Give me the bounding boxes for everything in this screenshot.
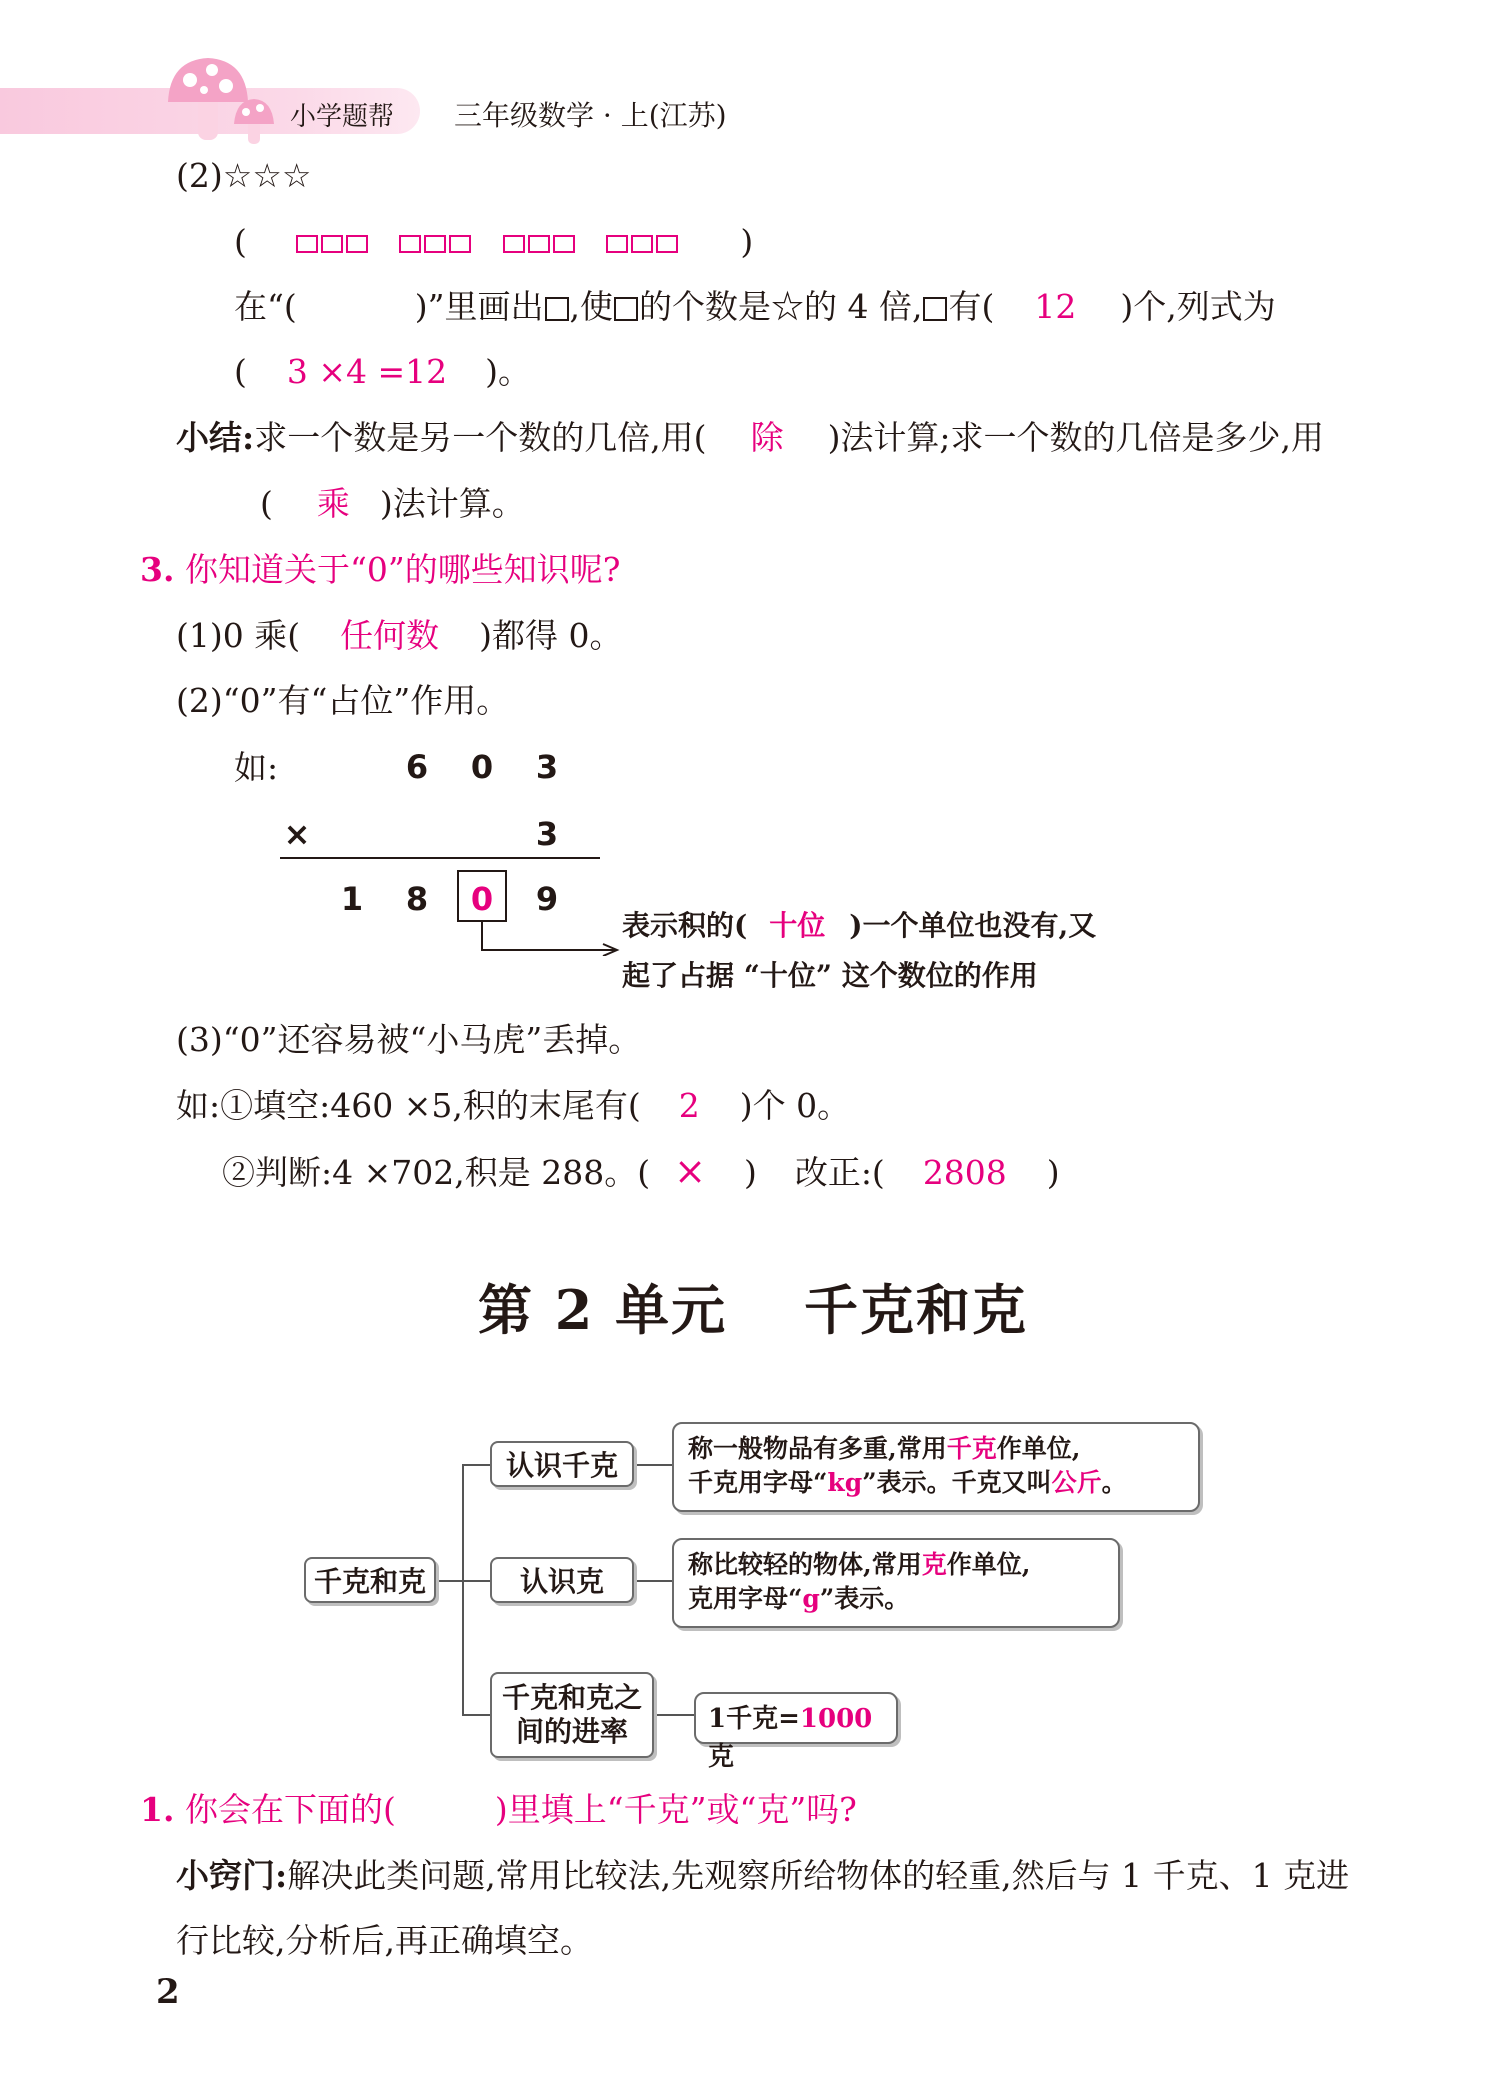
note-answer: 十位	[769, 909, 826, 942]
formula-answer: 3 ×4 =12	[286, 352, 448, 391]
mindmap-branch-rate: 千克和克之 间的进率	[490, 1672, 654, 1758]
product-digit: 1	[340, 880, 364, 918]
square-group-icon	[606, 222, 681, 262]
ex1-answer: 2	[678, 1086, 700, 1125]
square-drawing-row: ( )	[234, 222, 754, 261]
connector	[462, 1714, 490, 1716]
item2-label: (2)☆☆☆	[176, 156, 312, 195]
tip-line1: 小窍门:解决此类问题,常用比较法,先观察所给物体的轻重,然后与 1 千克、1 克进	[176, 1856, 1350, 1895]
multiplicand-digit: 3	[535, 748, 559, 786]
summary-line-2: ( 乘 )法计算。	[260, 484, 525, 523]
summary-line: 小结:求一个数是另一个数的几倍,用( 除 )法计算;求一个数的几倍是多少,用	[176, 418, 1325, 457]
mushroom-logo-icon	[160, 52, 290, 147]
product-digit: 8	[405, 880, 429, 918]
ex2-correct-answer: 2808	[922, 1153, 1007, 1192]
item1-answer: 任何数	[340, 616, 440, 655]
product-digit-highlight: 0	[470, 880, 494, 918]
multiplicand-digit: 6	[405, 748, 429, 786]
answer-divide: 除	[750, 418, 784, 457]
connector	[462, 1580, 490, 1582]
example-label: 如:	[234, 748, 279, 787]
square-group-icon	[399, 222, 474, 262]
multiplicand-digit: 0	[470, 748, 494, 786]
answer-count: 12	[1034, 287, 1077, 326]
mindmap-branch-gram: 认识克	[490, 1557, 634, 1603]
q3-item2: (2)“0”有“占位”作用。	[176, 681, 510, 720]
result-line	[280, 857, 600, 859]
desc-kilogram: 称一般物品有多重,常用千克作单位, 千克用字母“kg”表示。千克又叫公斤。	[672, 1422, 1200, 1512]
page-number: 2	[156, 1972, 180, 2012]
unit-title: 第 2 单元 千克和克	[478, 1278, 1028, 1342]
square-icon	[614, 297, 638, 321]
times-sign: ×	[283, 815, 311, 853]
answer-multiply: 乘	[316, 484, 350, 523]
arrow-icon	[475, 920, 625, 956]
formula-line: ( 3 ×4 =12 )。	[234, 352, 532, 391]
square-group-icon	[296, 222, 371, 262]
instruction-line: 在“( )”里画出 ,使 的个数是☆的 4 倍, 有( 12 )个,列式为	[234, 287, 1276, 326]
connector	[634, 1580, 672, 1582]
q3-item3: (3)“0”还容易被“小马虎”丢掉。	[176, 1020, 642, 1059]
tip-line2: 行比较,分析后,再正确填空。	[176, 1921, 593, 1960]
square-group-icon	[503, 222, 578, 262]
product-digit: 9	[535, 880, 559, 918]
connector	[634, 1464, 672, 1466]
ex2-answer: ×	[674, 1149, 706, 1193]
connector	[462, 1464, 464, 1714]
q3-example2: ②判断:4 ×702,积是 288。( × ) 改正:( 2808 )	[222, 1149, 1060, 1193]
connector	[436, 1580, 462, 1582]
question3-heading: 3. 你知道关于“0”的哪些知识呢?	[140, 550, 621, 589]
square-icon	[545, 297, 569, 321]
q3-item1: (1)0 乘( 任何数 )都得 0。	[176, 616, 623, 655]
question1-heading: 1. 你会在下面的( )里填上“千克”或“克”吗?	[140, 1790, 857, 1829]
book-title: 三年级数学 · 上(江苏)	[454, 99, 727, 132]
mindmap-root: 千克和克	[304, 1557, 436, 1603]
connector	[462, 1464, 490, 1466]
zero-note-line1: 表示积的( 十位 )一个单位也没有,又	[622, 909, 1097, 942]
connector	[654, 1714, 694, 1716]
brand-label: 小学题帮	[290, 102, 395, 132]
multiplier-digit: 3	[535, 815, 559, 853]
highlight-box	[457, 870, 507, 922]
mindmap-branch-kilogram: 认识千克	[490, 1441, 634, 1487]
desc-gram: 称比较轻的物体,常用克作单位, 克用字母“g”表示。	[672, 1538, 1120, 1628]
square-icon	[923, 297, 947, 321]
q3-example1: 如:①填空:460 ×5,积的末尾有( 2 )个 0。	[176, 1086, 851, 1125]
desc-rate: 1千克=1000克	[694, 1692, 898, 1744]
zero-note-line2: 起了占据 “十位” 这个数位的作用	[622, 959, 1038, 992]
